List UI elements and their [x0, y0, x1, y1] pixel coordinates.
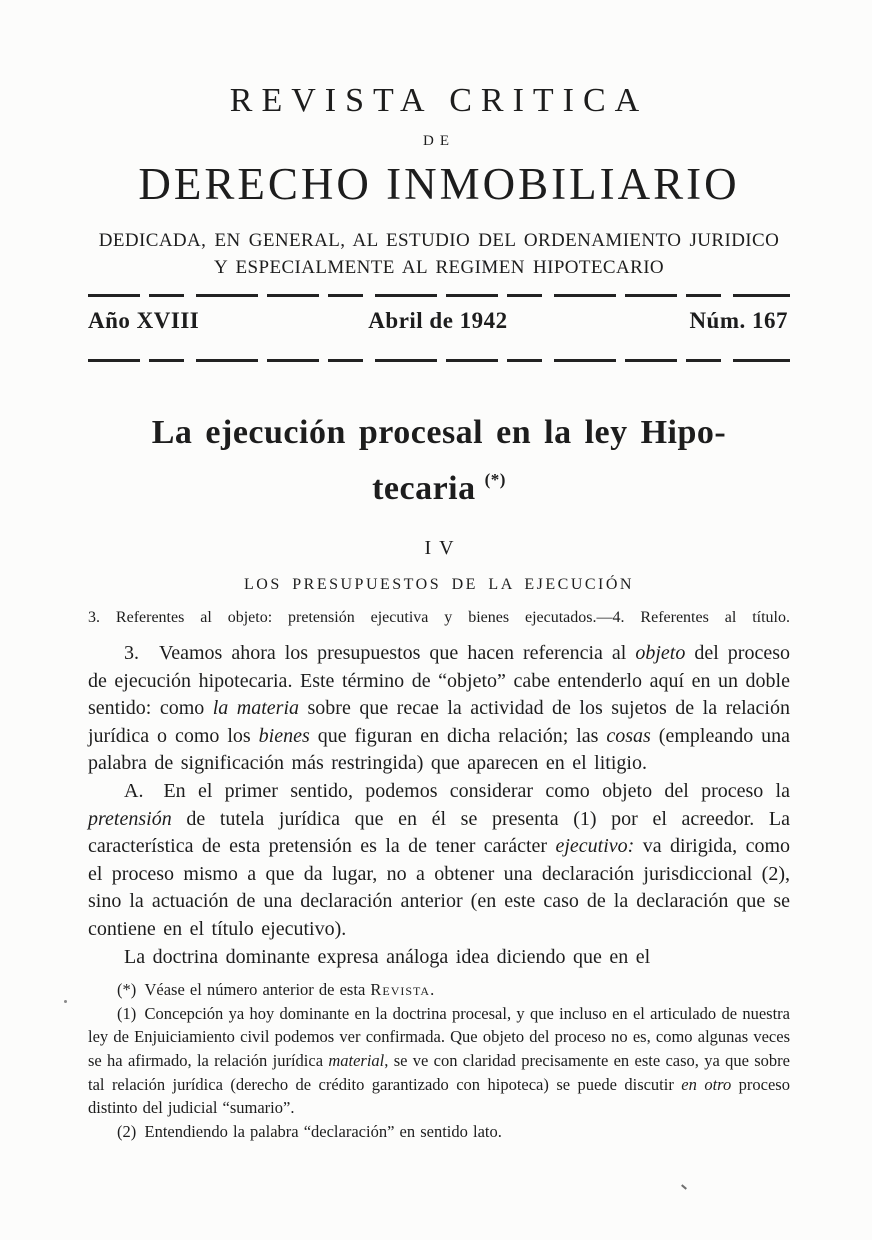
article-footnote-mark: (*) [484, 470, 506, 489]
article [88, 409, 790, 971]
footnote-star: (*) Véase el número anterior de esta Revista. [117, 980, 435, 1000]
footnotes [88, 978, 790, 1143]
journal-subtitle-line1: DEDICADA, EN GENERAL, AL ESTUDIO DEL ORDENAMIENTO JURIDICO [98, 230, 780, 251]
body-paragraph: La doctrina dominante expresa análoga idea diciendo que en el [124, 945, 651, 968]
scan-speck [681, 1184, 687, 1189]
article-title-line2: tecaria [372, 470, 476, 507]
section-number: IV [424, 537, 462, 559]
journal-title-line1: REVISTA CRITICA [229, 82, 649, 119]
body-paragraph: A. En el primer sentido, podemos considerar como objeto del proceso la pretensión de tutela jurídica que en él se presenta (1) por el acreedor. La característica de esta pretensión es la de tener carácter ejecutivo: va dirigida, como el proceso mismo a que da lugar, no a obtener una declaración jurisdiccional (2), sino la actuación de una declaración anterior (en este caso de la declaración que se contiene en el título ejecutivo). [88, 779, 790, 940]
section-heading: LOS PRESUPUESTOS DE LA EJECUCIÓN [244, 576, 634, 593]
journal-title-line2: DERECHO INMOBILIARIO [138, 159, 740, 209]
masthead-rule-bottom [88, 359, 790, 362]
scan-speck [64, 1000, 67, 1003]
issue-year: Año XVIII [88, 308, 200, 333]
section-summary: 3. Referentes al objeto: pretensión ejecutiva y bienes ejecutados.—4. Referentes al título. [88, 609, 790, 626]
article-title-line1: La ejecución procesal en la ley Hipo- [151, 414, 727, 451]
footnote-1: (1) Concepción ya hoy dominante en la doctrina procesal, y que incluso en el articulado de nuestra ley de Enjuiciamiento civil podemos ver confirmada. Que objeto del proceso no es, como algunas veces se ha afirmado, la relación jurídica material, se ve con claridad precisamente en este caso, ya que sobre tal relación jurídica (derecho de crédito garantizado con hipoteca) se puede discutir en otro proceso distinto del judicial “sumario”. [88, 1003, 790, 1118]
body-paragraph: 3. Veamos ahora los presupuestos que hacen referencia al objeto del proceso de ejecución hipotecaria. Este término de “objeto” cabe entenderlo aquí en un doble sentido: como la materia sobre que recae la actividad de los sujetos de la relación jurídica o como los bienes que figuran en dicha relación; las cosas (empleando una palabra de significación más restringida) que aparecen en el litigio. [88, 642, 791, 775]
masthead [88, 84, 790, 362]
issue-date: Abril de 1942 [368, 308, 508, 333]
article-title [88, 409, 790, 512]
article-body [88, 640, 790, 971]
issue-info-row [88, 297, 790, 346]
issue-number: Núm. 167 [689, 308, 788, 333]
journal-subtitle-line2: Y ESPECIALMENTE AL REGIMEN HIPOTECARIO [213, 257, 665, 278]
footnote-2: (2) Entendiendo la palabra “declaración” en sentido lato. [117, 1121, 502, 1141]
journal-subtitle [88, 227, 790, 281]
journal-title-connector: DE [423, 133, 455, 149]
